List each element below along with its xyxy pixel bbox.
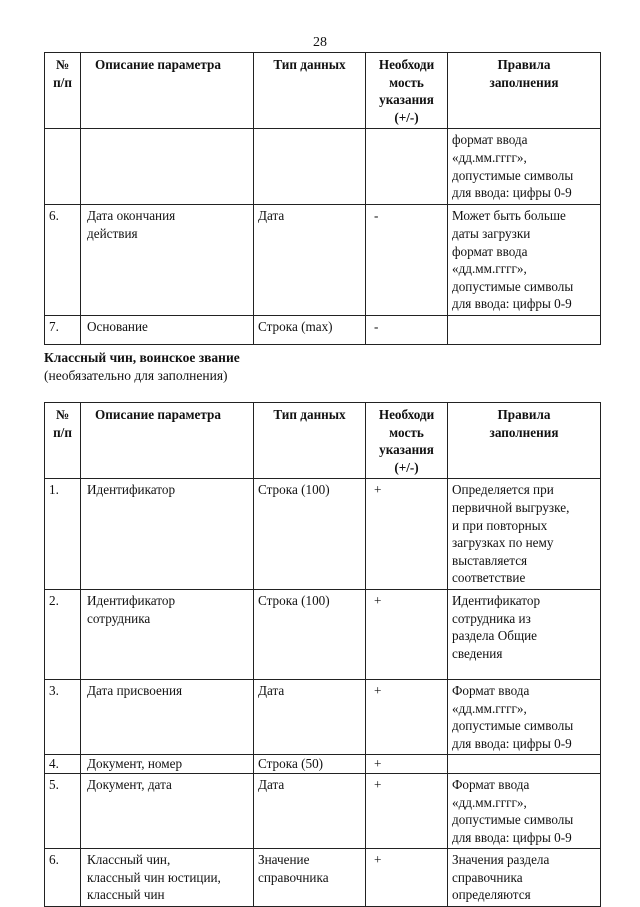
table-header-row xyxy=(45,53,601,129)
cell-description: Документ, номер xyxy=(81,755,254,774)
cell-type xyxy=(254,129,366,205)
page-number: 28 xyxy=(313,35,327,50)
cell-rules: формат ввода «дд.мм.гггг», допустимые символы для ввода: цифры 0-9 xyxy=(448,129,601,205)
col-header-num: № п/п xyxy=(45,53,81,129)
table-row xyxy=(45,479,601,590)
cell-description: Идентификатор xyxy=(81,479,254,590)
table-row xyxy=(45,589,601,679)
cell-type: Строка (max) xyxy=(254,315,366,344)
cell-rules: Формат ввода «дд.мм.гггг», допустимые символы для ввода: цифры 0-9 xyxy=(448,773,601,848)
cell-rules xyxy=(448,755,601,774)
cell-type: Дата xyxy=(254,205,366,316)
cell-required: + xyxy=(366,479,448,590)
cell-num: 6. xyxy=(45,849,81,907)
cell-description: Основание xyxy=(81,315,254,344)
cell-required: - xyxy=(366,315,448,344)
cell-num: 3. xyxy=(45,679,81,754)
section-subtitle: (необязательно для заполнения) xyxy=(44,368,228,383)
table-header-row xyxy=(45,403,601,479)
cell-num: 6. xyxy=(45,205,81,316)
table-row xyxy=(45,773,601,848)
cell-num xyxy=(45,129,81,205)
cell-description: Дата присвоения xyxy=(81,679,254,754)
cell-required: + xyxy=(366,773,448,848)
cell-description: Классный чин, классный чин юстиции, классный чин xyxy=(81,849,254,907)
cell-num: 1. xyxy=(45,479,81,590)
table-row xyxy=(45,315,601,344)
table-rank-params xyxy=(44,402,601,907)
col-header-description: Описание параметра xyxy=(81,53,254,129)
table-row xyxy=(45,129,601,205)
cell-required: + xyxy=(366,679,448,754)
table-row xyxy=(45,679,601,754)
cell-rules: Идентификатор сотрудника из раздела Общие сведения xyxy=(448,589,601,679)
cell-type: Дата xyxy=(254,679,366,754)
col-header-rules: Правила заполнения xyxy=(448,403,601,479)
col-header-required: Необходи мость указания (+/-) xyxy=(366,403,448,479)
table-row xyxy=(45,205,601,316)
cell-type: Строка (100) xyxy=(254,479,366,590)
section-title: Классный чин, воинское звание xyxy=(44,350,240,365)
cell-required: - xyxy=(366,205,448,316)
cell-description xyxy=(81,129,254,205)
cell-description: Документ, дата xyxy=(81,773,254,848)
cell-num: 2. xyxy=(45,589,81,679)
col-header-num: № п/п xyxy=(45,403,81,479)
table-row xyxy=(45,849,601,907)
cell-rules: Определяется при первичной выгрузке, и при повторных загрузках по нему выставляется соответствие xyxy=(448,479,601,590)
col-header-type: Тип данных xyxy=(254,53,366,129)
cell-rules: Значения раздела справочника определяются xyxy=(448,849,601,907)
cell-type: Строка (100) xyxy=(254,589,366,679)
cell-num: 7. xyxy=(45,315,81,344)
table-params-continued xyxy=(44,52,601,345)
col-header-type: Тип данных xyxy=(254,403,366,479)
col-header-required: Необходи мость указания (+/-) xyxy=(366,53,448,129)
table-row xyxy=(45,755,601,774)
cell-num: 4. xyxy=(45,755,81,774)
cell-rules xyxy=(448,315,601,344)
cell-rules: Может быть больше даты загрузки формат ввода «дд.мм.гггг», допустимые символы для ввода: цифры 0-9 xyxy=(448,205,601,316)
col-header-rules: Правила заполнения xyxy=(448,53,601,129)
cell-type: Строка (50) xyxy=(254,755,366,774)
cell-required: + xyxy=(366,589,448,679)
cell-description: Дата окончания действия xyxy=(81,205,254,316)
cell-description: Идентификатор сотрудника xyxy=(81,589,254,679)
cell-type: Значение справочника xyxy=(254,849,366,907)
cell-type: Дата xyxy=(254,773,366,848)
cell-required: + xyxy=(366,755,448,774)
col-header-description: Описание параметра xyxy=(81,403,254,479)
cell-required: + xyxy=(366,849,448,907)
cell-num: 5. xyxy=(45,773,81,848)
cell-rules: Формат ввода «дд.мм.гггг», допустимые символы для ввода: цифры 0-9 xyxy=(448,679,601,754)
cell-required xyxy=(366,129,448,205)
